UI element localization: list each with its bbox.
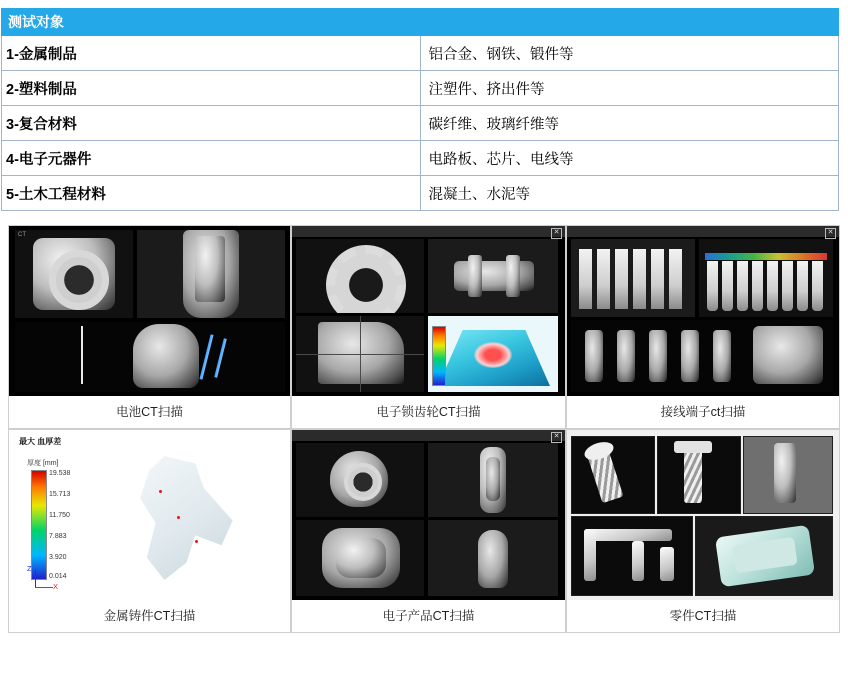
- color-legend: [31, 470, 47, 580]
- table-body: [2, 36, 839, 211]
- ct-pane: [743, 436, 833, 514]
- ct-image-terminal: [567, 226, 839, 396]
- close-icon[interactable]: ✕: [551, 228, 562, 239]
- ct-pane: [296, 239, 424, 313]
- row-category: 4-电子元器件: [2, 141, 421, 176]
- legend-tick: 7.883: [49, 533, 67, 540]
- table-row: [2, 106, 839, 141]
- table-row: [2, 36, 839, 71]
- viewer-titlebar: [567, 226, 839, 237]
- analysis-unit-label: 厚度 [mm]: [27, 460, 59, 467]
- gallery-item: [8, 429, 291, 633]
- gallery-caption: 电子锁齿轮CT扫描: [292, 396, 565, 428]
- ct-3d-view: [428, 316, 558, 392]
- row-description: 混凝土、水泥等: [420, 176, 839, 211]
- table-row: [2, 176, 839, 211]
- ct-pane: [571, 516, 693, 596]
- ct-pane: [571, 320, 833, 392]
- gallery-caption: 电池CT扫描: [9, 396, 290, 428]
- ct-pane: [428, 520, 558, 596]
- legend-tick: 0.014: [49, 573, 67, 580]
- ct-image-electronics: [292, 430, 565, 600]
- viewer-titlebar: [292, 430, 565, 441]
- ct-pane: [428, 443, 558, 517]
- gallery-item: [566, 429, 840, 633]
- row-category: 1-金属制品: [2, 36, 421, 71]
- gallery-caption: 金属铸件CT扫描: [9, 600, 290, 632]
- ct-pane: [657, 436, 741, 514]
- ct-pane: [296, 520, 424, 596]
- ct-pane: [428, 239, 558, 313]
- row-category: 3-复合材料: [2, 106, 421, 141]
- analysis-title: 最大 血厚差: [19, 437, 62, 446]
- legend-tick: 3.920: [49, 554, 67, 561]
- gallery-item: [291, 429, 566, 633]
- table-row: [2, 141, 839, 176]
- ct-pane: [15, 322, 285, 392]
- row-description: 电路板、芯片、电线等: [420, 141, 839, 176]
- ct-pane: [137, 230, 285, 318]
- legend-tick: 19.538: [49, 470, 71, 477]
- gallery-caption: 零件CT扫描: [567, 600, 839, 632]
- legend-tick: 15.713: [49, 491, 71, 498]
- gallery-item: [291, 225, 566, 429]
- row-category: 5-土木工程材料: [2, 176, 421, 211]
- row-description: 注塑件、挤出件等: [420, 71, 839, 106]
- ct-pane: [571, 436, 655, 514]
- ct-pane: [695, 516, 833, 596]
- test-object-table: [1, 8, 839, 211]
- ct-image-gear: [292, 226, 565, 396]
- ct-scan-gallery: [8, 225, 840, 633]
- table-header-row: [2, 9, 839, 36]
- table-title-cell: 测试对象: [2, 9, 839, 36]
- color-legend: [432, 326, 446, 386]
- close-icon[interactable]: ✕: [551, 432, 562, 443]
- table-row: [2, 71, 839, 106]
- gallery-caption: 电子产品CT扫描: [292, 600, 565, 632]
- table-head: [2, 9, 839, 36]
- row-description: 铝合金、钢铁、锻件等: [420, 36, 839, 71]
- casting-model: [127, 456, 237, 580]
- gallery-item: [566, 225, 840, 429]
- legend-tick: 11.750: [49, 512, 70, 519]
- ct-pane: [296, 443, 424, 517]
- ct-pane: [699, 239, 833, 317]
- ct-image-casting: 最大 血厚差 厚度 [mm] 19.538 15.713 11.750 7.883 3.920 0.014 Z X: [9, 430, 290, 600]
- ct-pane: [571, 239, 695, 317]
- ct-pane: CT: [15, 230, 133, 318]
- viewer-titlebar: [292, 226, 565, 237]
- close-icon[interactable]: ✕: [825, 228, 836, 239]
- ct-image-parts: [567, 430, 839, 600]
- ct-image-battery: [9, 226, 290, 396]
- gallery-item: [8, 225, 291, 429]
- row-category: 2-塑料制品: [2, 71, 421, 106]
- ct-pane: [296, 316, 424, 392]
- row-description: 碳纤维、玻璃纤维等: [420, 106, 839, 141]
- gallery-caption: 接线端子ct扫描: [567, 396, 839, 428]
